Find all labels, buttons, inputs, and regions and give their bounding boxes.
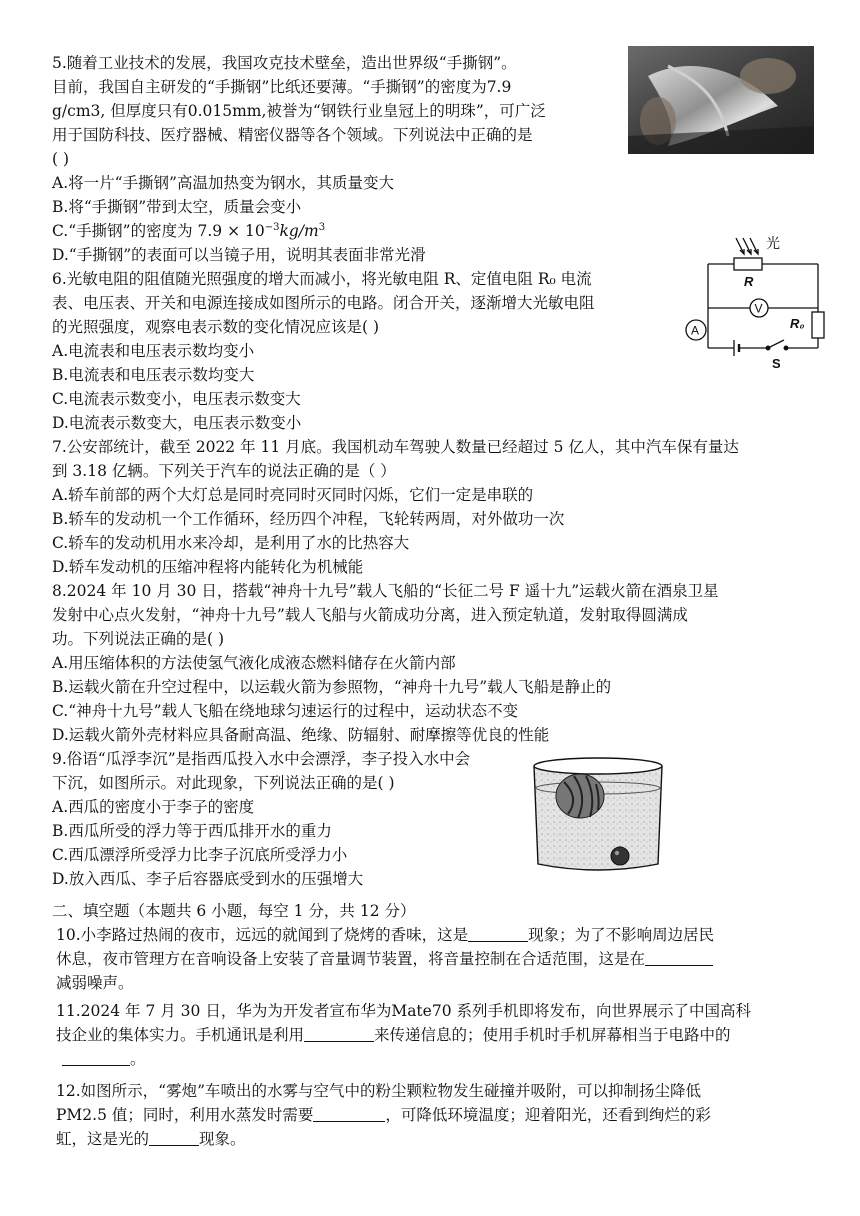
q11-line-2 [56,1024,731,1046]
q12-text-2a: PM2.5 值；同时，利用水蒸发时需要 [56,1106,314,1124]
q8-line-3: 功。下列说法正确的是( ) [52,630,225,648]
q5-line-4: 用于国防科技、医疗器械、精密仪器等各个领域。下列说法中正确的是 [52,126,533,144]
q5-option-c-exponent: −3 [264,221,280,233]
q10-line-3: 减弱噪声。 [56,974,134,992]
q12-text-3a: 虹，这是光的 [56,1130,150,1148]
q5-option-c-prefix: C.“手撕钢”的密度为 [52,222,198,240]
q9-option-a: A.西瓜的密度小于李子的密度 [52,798,255,816]
q8-option-d: D.运载火箭外壳材料应具备耐高温、绝缘、防辐射、耐摩擦等优良的性能 [52,726,550,744]
q12-text-2b: ，可降低环境温度；迎着阳光，还看到绚烂的彩 [385,1106,711,1124]
plum-icon [611,847,629,865]
q7-option-d: D.轿车发动机的压缩冲程将内能转化为机械能 [52,558,364,576]
q7-option-b: B.轿车的发动机一个工作循环，经历四个冲程，飞轮转两周，对外做功一次 [52,510,565,528]
q5-option-b: B.将“手撕钢”带到太空，质量会变小 [52,198,302,216]
q5-option-a: A.将一片“手撕钢”高温加热变为钢水，其质量变大 [52,174,394,192]
q12-text-3b: 现象。 [199,1130,246,1148]
q12-blank-2[interactable] [149,1129,199,1146]
resistor-R-label: R [744,274,754,289]
steel-foil-photo [628,46,814,154]
beaker-figure [528,754,668,874]
q11-text-3: 。 [130,1050,146,1068]
q6-line-1: 6.光敏电阻的阻值随光照强度的增大而减小，将光敏电阻 R、定值电阻 R₀ 电流 [52,270,592,288]
beaker-rim [534,758,662,774]
q9-option-b: B.西瓜所受的浮力等于西瓜排开水的重力 [52,822,332,840]
q8-option-a: A.用压缩体积的方法使氢气液化成液态燃料储存在火箭内部 [52,654,456,672]
q12-line-1: 12.如图所示，“雾炮”车喷出的水雾与空气中的粉尘颗粒物发生碰撞并吸附，可以抑制扬尘降低 [56,1082,702,1100]
q10-text-1b: 现象；为了不影响周边居民 [528,926,715,944]
q5-option-c-unit-exponent: 3 [318,221,326,233]
circuit-diagram [680,228,830,372]
q8-line-1: 8.2024 年 10 月 30 日，搭载“神舟十九号”载人飞船的“长征二号 F 遥十九”运载火箭在酒泉卫星 [52,582,719,600]
resistor-R0-label: R₀ [790,316,805,331]
q11-text-2b: 来传递信息的；使用手机时手机屏幕相当于电路中的 [374,1026,731,1044]
ammeter-label: A [691,323,700,338]
fixed-resistor-symbol [812,312,824,338]
q10-text-1a: 10.小李路过热闹的夜市，远远的就闻到了烧烤的香味，这是 [56,926,469,944]
q5-option-c-unit: kg/m [279,222,319,240]
q7-option-c: C.轿车的发动机用水来冷却，是利用了水的比热容大 [52,534,410,552]
q7-line-1: 7.公安部统计，截至 2022 年 11 月底。我国机动车驾驶人数量已经超过 5 亿人，其中汽车保有量达 [52,438,739,456]
switch-label: S [772,356,781,371]
q5-option-c-value: 7.9 × 10 [197,222,265,240]
q10-blank-1[interactable] [468,925,528,942]
q5-line-5: ( ) [52,150,70,168]
q11-blank-1[interactable] [304,1025,374,1042]
q6-option-b: B.电流表和电压表示数均变大 [52,366,255,384]
q10-text-2: 休息，夜市管理方在音响设备上安装了音量调节装置，将音量控制在合适范围，这是在 [56,950,646,968]
q5-line-1: 5.随着工业技术的发展，我国攻克技术壁垒，造出世界级“手撕钢”。 [52,54,517,72]
q9-option-c: C.西瓜漂浮所受浮力比李子沉底所受浮力小 [52,846,348,864]
q5-option-c [52,220,325,242]
q7-option-a: A.轿车前部的两个大灯总是同时亮同时灭同时闪烁，它们一定是串联的 [52,486,534,504]
q11-blank-2[interactable] [62,1049,130,1066]
q5-line-2: 目前，我国自主研发的“手撕钢”比纸还要薄。“手撕钢”的密度为7.9 [52,78,512,96]
q9-line-1: 9.俗语“瓜浮李沉”是指西瓜投入水中会漂浮，李子投入水中会 [52,750,471,768]
q12-line-2 [56,1104,711,1126]
q6-option-a: A.电流表和电压表示数均变小 [52,342,255,360]
q8-line-2: 发射中心点火发射，“神舟十九号”载人飞船与火箭成功分离，进入预定轨道，发射取得圆满成 [52,606,688,624]
q11-line-1: 11.2024 年 7 月 30 日，华为为开发者宣布华为Mate70 系列手机即将发布，向世界展示了中国高科 [56,1002,751,1020]
q6-line-3: 的光照强度，观察电表示数的变化情况应该是( ) [52,318,380,336]
q5-line-3: g/cm3, 但厚度只有0.015mm,被誉为“钢铁行业皇冠上的明珠”，可广泛 [52,102,546,120]
section-2-heading: 二、填空题（本题共 6 小题，每空 1 分，共 12 分） [52,902,416,920]
q9-line-2: 下沉，如图所示。对此现象，下列说法正确的是( ) [52,774,395,792]
light-label: 光 [766,235,780,251]
q6-line-2: 表、电压表、开关和电源连接成如图所示的电路。闭合开关，逐渐增大光敏电阻 [52,294,595,312]
q11-text-2a: 技企业的集体实力。手机通讯是利用 [56,1026,305,1044]
q5-option-d: D.“手撕钢”的表面可以当镜子用，说明其表面非常光滑 [52,246,426,264]
q10-blank-2[interactable] [645,949,713,966]
voltmeter-label: V [754,301,763,316]
q6-option-c: C.电流表示数变小，电压表示数变大 [52,390,301,408]
q6-option-d: D.电流表示数变大，电压表示数变小 [52,414,302,432]
q9-option-d: D.放入西瓜、李子后容器底受到水的压强增大 [52,870,364,888]
q10-line-1 [56,924,714,946]
q7-line-2: 到 3.18 亿辆。下列关于汽车的说法正确的是（ ） [52,462,396,480]
photoresistor-symbol [734,258,762,270]
q10-line-2 [56,948,713,970]
q12-line-3 [56,1128,246,1150]
q11-line-3 [62,1048,146,1070]
q12-blank-1[interactable] [313,1105,385,1122]
q8-option-c: C.“神舟十九号”载人飞船在绕地球匀速运行的过程中，运动状态不变 [52,702,519,720]
q8-option-b: B.运载火箭在升空过程中，以运载火箭为参照物，“神舟十九号”载人飞船是静止的 [52,678,612,696]
